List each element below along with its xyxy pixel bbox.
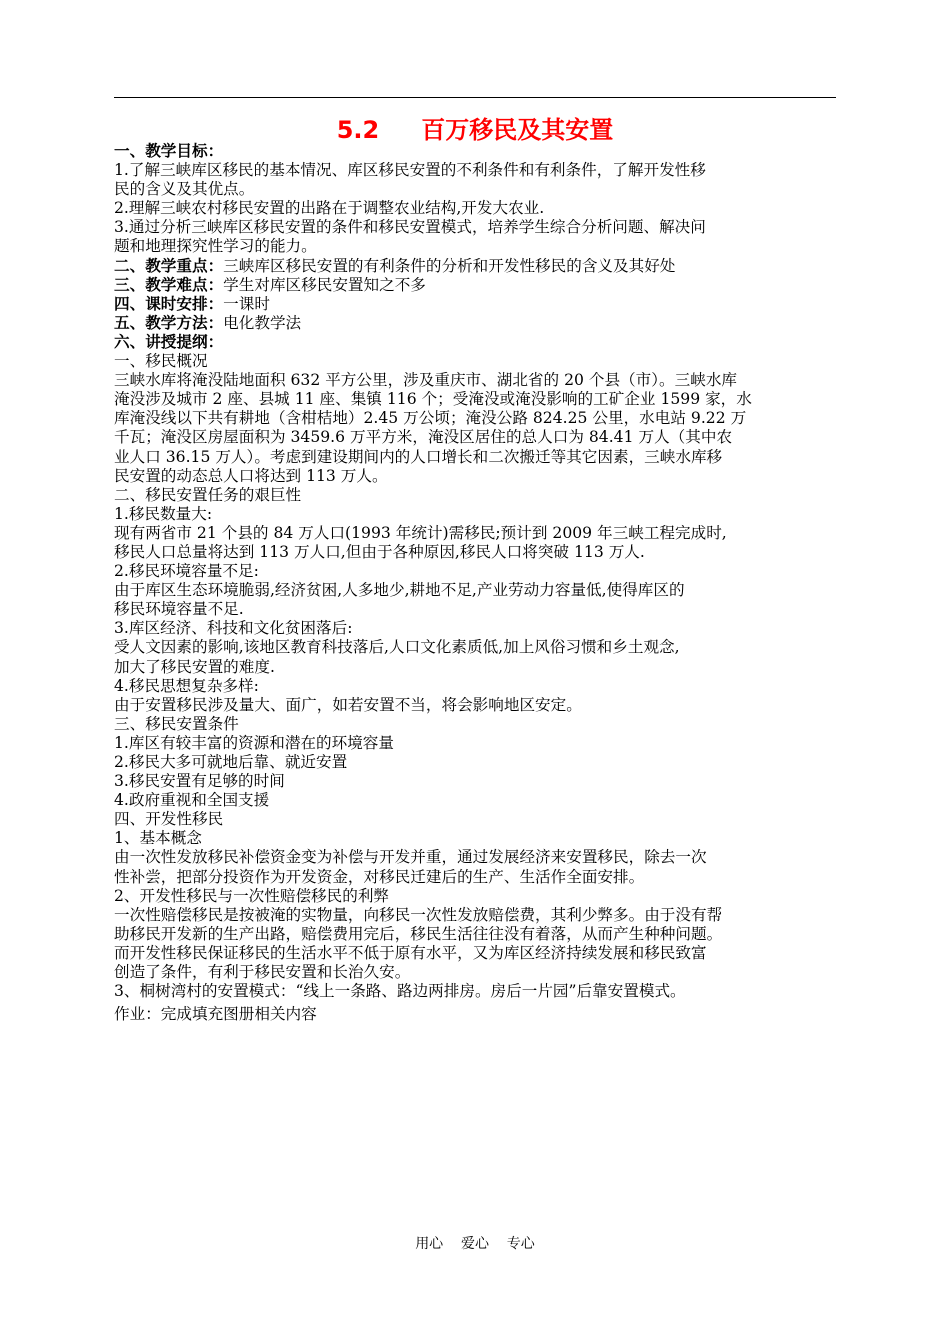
method-text: 电化教学法: [223, 313, 302, 332]
objective-1-line-2: 民的含义及其优点。: [114, 180, 255, 199]
part-2-sub-2: 2.移民环境容量不足:: [114, 562, 259, 581]
part-1-line-4: 千瓦；淹没区房屋面积为 3459.6 万平方米，淹没区居住的总人口为 84.41 万人（其中农: [114, 428, 733, 447]
schedule-label: 四、课时安排：: [114, 294, 224, 313]
part-4-sub-2-line-4: 创造了条件，有利于移民安置和长治久安。: [114, 963, 411, 982]
difficulty-text: 学生对库区移民安置知之不多: [223, 275, 426, 294]
objectives-heading: 一、教学目标：: [114, 142, 224, 160]
part-4-sub-1-line-1: 由一次性发放移民补偿资金变为补偿与开发并重，通过发展经济来安置移民，除去一次: [114, 848, 707, 867]
objective-3-line-2: 题和地理探究性学习的能力。: [114, 237, 317, 256]
homework-line: 作业：完成填充图册相关内容: [114, 1005, 317, 1024]
key-points-text: 三峡库区移民安置的有利条件的分析和开发性移民的含义及其好处: [223, 256, 676, 275]
part-1-line-3: 库淹没线以下共有耕地（含柑桔地）2.45 万公顷；淹没公路 824.25 公里，水电站 9.22 万: [114, 409, 747, 428]
schedule-text: 一课时: [223, 294, 270, 313]
part-4-sub-2-line-2: 助移民开发新的生产出路，赔偿费用完后，移民生活往往没有着落，从而产生种种问题。: [114, 924, 723, 943]
title-text: 百万移民及其安置: [421, 116, 614, 144]
part-2-sub-3: 3.库区经济、科技和文化贫困落后:: [114, 619, 353, 638]
part-4-sub-1-line-2: 性补尝，把部分投资作为开发资金，对移民迁建后的生产、生活作全面安排。: [114, 867, 645, 886]
part-2-sub-4: 4.移民思想复杂多样:: [114, 676, 259, 695]
part-3-item-4: 4.政府重视和全国支援: [114, 791, 270, 810]
part-1-heading: 一、移民概况: [114, 352, 208, 371]
outline-heading: 六、讲授提纲：: [114, 332, 224, 351]
key-points-row: [114, 257, 838, 276]
schedule-row: [114, 295, 838, 314]
part-4-sub-2-line-1: 一次性赔偿移民是按被淹的实物量，向移民一次性发放赔偿费，其利少弊多。由于没有帮: [114, 905, 723, 924]
part-4-sub-1: 1、基本概念: [114, 829, 202, 848]
key-points-label: 二、教学重点：: [114, 256, 224, 275]
part-1-line-1: 三峡水库将淹没陆地面积 632 平方公里，涉及重庆市、湖北省的 20 个县（市）。三峡水库: [114, 371, 738, 390]
objective-3-line-1: 3.通过分析三峡库区移民安置的条件和移民安置模式，培养学生综合分析问题、解决问: [114, 218, 706, 237]
part-2-sub-3-line-1: 受人文因素的影响,该地区教育科技落后,人口文化素质低,加上风俗习惯和乡土观念,: [114, 638, 680, 657]
part-2-heading: 二、移民安置任务的艰巨性: [114, 485, 302, 504]
objective-1-line-1: 1.了解三峡库区移民的基本情况、库区移民安置的不利条件和有利条件，了解开发性移: [114, 161, 706, 180]
title-number: 5.2: [336, 116, 380, 144]
part-1-line-2: 淹没涉及城市 2 座、县城 11 座、集镇 116 个；受淹没或淹没影响的工矿企业 1599 家，水: [114, 390, 752, 409]
part-4-sub-2-line-3: 而开发性移民保证移民的生活水平不低于原有水平，又为库区经济持续发展和移民致富: [114, 943, 707, 962]
part-2-sub-2-line-2: 移民环境容量不足.: [114, 600, 244, 619]
part-2-sub-2-line-1: 由于库区生态环境脆弱,经济贫困,人多地少,耕地不足,产业劳动力容量低,使得库区的: [114, 581, 685, 600]
part-3-item-2: 2.移民大多可就地后靠、就近安置: [114, 753, 348, 771]
method-row: [114, 314, 838, 333]
part-4-sub-2: 2、开发性移民与一次性赔偿移民的利弊: [114, 886, 390, 905]
difficulty-row: [114, 276, 838, 295]
part-1-line-6: 民安置的动态总人口将达到 113 万人。: [114, 466, 388, 485]
part-2-sub-1: 1.移民数量大:: [114, 504, 213, 523]
part-3-item-3: 3.移民安置有足够的时间: [114, 772, 285, 791]
header-rule: [114, 97, 836, 98]
part-1-line-5: 业人口 36.15 万人）。考虑到建设期间内的人口增长和二次搬迁等其它因素，三峡水库移: [114, 447, 723, 466]
document-body: [114, 142, 838, 1024]
part-4-sub-3: 3、桐树湾村的安置模式：“线上一条路、路边两排房。房后一片园”后靠安置模式。: [114, 982, 686, 1001]
part-4-heading: 四、开发性移民: [114, 810, 224, 829]
page-footer: 用心 爱心 专心: [415, 1236, 535, 1252]
difficulty-label: 三、教学难点：: [114, 275, 224, 294]
part-2-sub-1-line-2: 移民人口总量将达到 113 万人口,但由于各种原因,移民人口将突破 113 万人.: [114, 542, 645, 561]
method-label: 五、教学方法：: [114, 313, 224, 332]
part-2-sub-3-line-2: 加大了移民安置的难度.: [114, 657, 275, 676]
part-2-sub-1-line-1: 现有两省市 21 个县的 84 万人口(1993 年统计)需移民;预计到 2009 年三峡工程完成时,: [114, 523, 727, 542]
part-3-heading: 三、移民安置条件: [114, 714, 239, 733]
part-2-sub-4-line-1: 由于安置移民涉及量大、面广，如若安置不当，将会影响地区安定。: [114, 695, 582, 714]
part-3-item-1: 1.库区有较丰富的资源和潜在的环境容量: [114, 733, 394, 752]
objective-2: 2.理解三峡农村移民安置的出路在于调整农业结构,开发大农业.: [114, 199, 545, 218]
